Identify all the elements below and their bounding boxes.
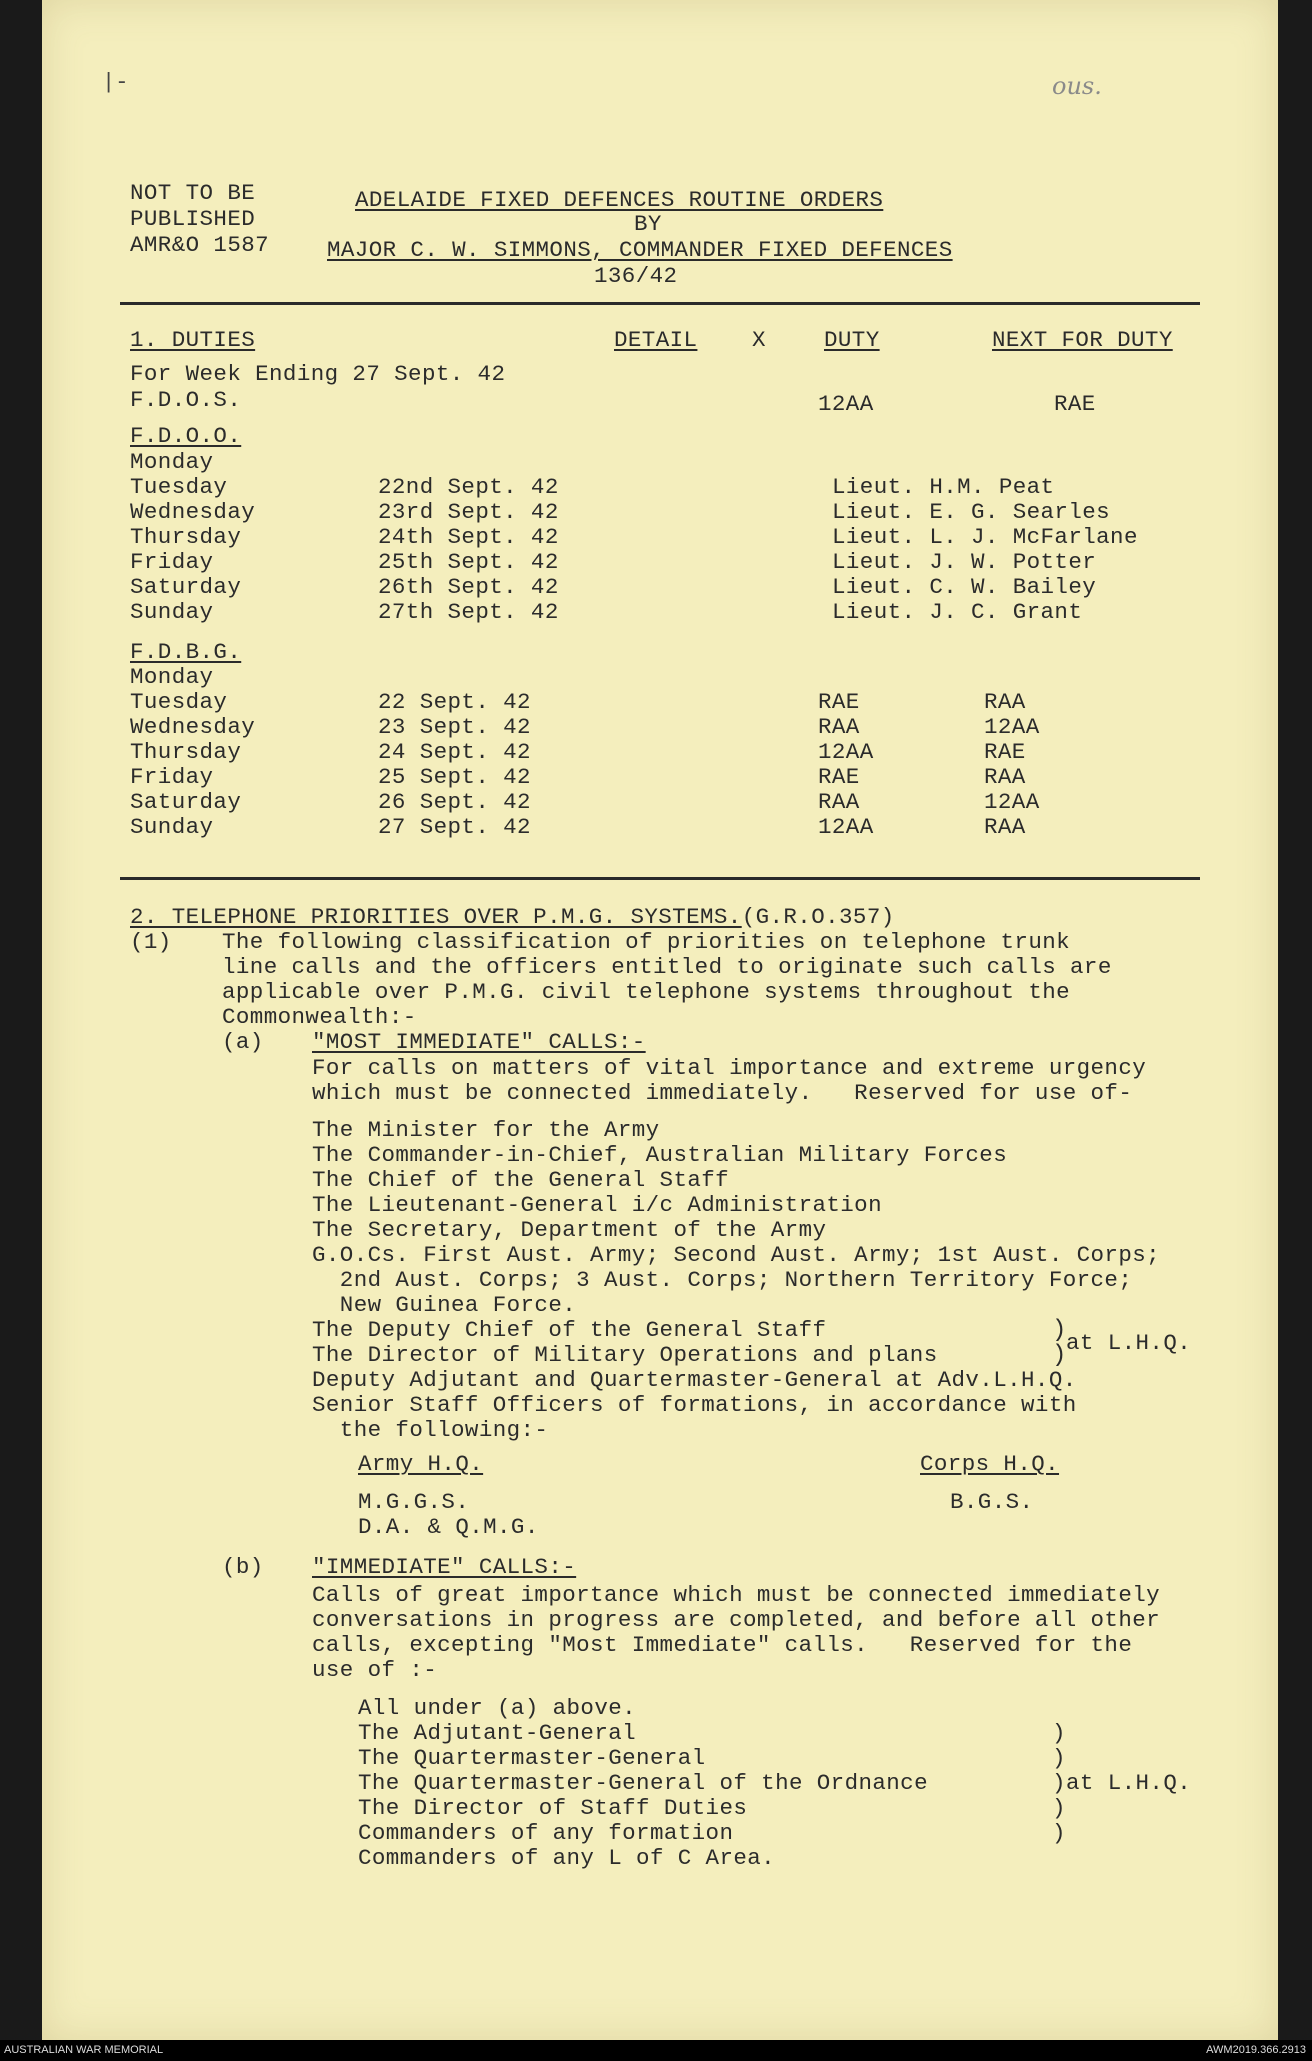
fdbg-duty: RAE (818, 764, 860, 790)
week-ending: For Week Ending 27 Sept. 42 (130, 361, 506, 387)
sub-a-list-item: The Director of Military Operations and plans (312, 1342, 938, 1368)
fdbg-day: Friday (130, 764, 214, 790)
brace-mark: ) (1052, 1770, 1066, 1796)
sub-b-list-item: Commanders of any formation (358, 1820, 734, 1846)
sub-a-list-item: New Guinea Force. (312, 1292, 577, 1318)
para-1-line: line calls and the officers entitled to originate such calls are (222, 954, 1112, 980)
sub-a-text: For calls on matters of vital importance and extreme urgency (312, 1055, 1147, 1081)
sub-b-text: conversations in progress are completed, and before all other (312, 1607, 1161, 1633)
fdbg-date: 22 Sept. 42 (378, 689, 531, 715)
fdbg-date: 26 Sept. 42 (378, 789, 531, 815)
fdbg-next: RAA (984, 814, 1026, 840)
corps-hq-item: B.G.S. (950, 1489, 1034, 1515)
para-1-line: The following classification of priorities on telephone trunk (222, 929, 1071, 955)
fdbg-next: RAA (984, 689, 1026, 715)
fdbg-duty: 12AA (818, 814, 874, 840)
sub-b-number: (b) (222, 1554, 264, 1580)
brace-mark: ) (1052, 1745, 1066, 1771)
immediate-heading: "IMMEDIATE" CALLS:- (312, 1554, 577, 1580)
fdos-label: F.D.O.S. (130, 387, 242, 413)
sub-a-list-item: 2nd Aust. Corps; 3 Aust. Corps; Northern Territory Force; (312, 1267, 1133, 1293)
brace-mark: ) (1052, 1342, 1067, 1369)
duties-heading: 1. DUTIES (130, 327, 256, 353)
fdoo-date: 25th Sept. 42 (378, 549, 559, 575)
fdos-duty: 12AA (818, 391, 874, 417)
fdoo-officer: Lieut. L. J. McFarlane (832, 524, 1138, 550)
fdbg-day: Wednesday (130, 714, 256, 740)
fdbg-duty: 12AA (818, 739, 874, 765)
sub-a-list-item: the following:- (312, 1417, 549, 1443)
footer-source: AUSTRALIAN WAR MEMORIAL (4, 2044, 164, 2056)
fdoo-date: 22nd Sept. 42 (378, 474, 559, 500)
sub-b-list-item: Commanders of any L of C Area. (358, 1845, 776, 1871)
sub-a-list-item: Deputy Adjutant and Quartermaster-General at Adv.L.H.Q. (312, 1367, 1077, 1393)
pencil-note: ous. (1052, 72, 1102, 100)
fdbg-day: Saturday (130, 789, 242, 815)
fdoo-officer: Lieut. E. G. Searles (832, 499, 1111, 525)
archive-footer (0, 2040, 1312, 2061)
sub-a-list-item: The Minister for the Army (312, 1117, 660, 1143)
fdbg-date: 23 Sept. 42 (378, 714, 531, 740)
fdoo-label: F.D.O.O. (130, 423, 242, 449)
army-hq-item: M.G.G.S. (358, 1489, 470, 1515)
telephone-heading-line (130, 905, 895, 930)
sub-a-lhq: at L.H.Q. (1066, 1330, 1192, 1356)
fdoo-day: Monday (130, 449, 214, 475)
brace-mark: ) (1052, 1720, 1066, 1746)
sub-a-list-item: The Deputy Chief of the General Staff (312, 1317, 827, 1343)
brace-mark: ) (1052, 1795, 1066, 1821)
ink-mark: |- (102, 70, 129, 95)
fdoo-date: 27th Sept. 42 (378, 599, 559, 625)
fdoo-date: 23rd Sept. 42 (378, 499, 559, 525)
order-reference: AMR&O 1587 (130, 232, 270, 258)
most-immediate-heading: "MOST IMMEDIATE" CALLS:- (312, 1029, 646, 1055)
telephone-ref: (G.R.O.357) (741, 904, 895, 930)
sub-b-list-item: The Quartermaster-General of the Ordnance (358, 1770, 928, 1796)
fdbg-date: 25 Sept. 42 (378, 764, 531, 790)
footer-id: AWM2019.366.2913 (1206, 2044, 1306, 2056)
order-number: 136/42 (594, 263, 678, 289)
fdbg-next: 12AA (984, 789, 1040, 815)
col-duty: DUTY (824, 327, 880, 353)
fdbg-day: Sunday (130, 814, 214, 840)
commander-line: MAJOR C. W. SIMMONS, COMMANDER FIXED DEFENCES (327, 237, 953, 263)
fdbg-duty: RAE (818, 689, 860, 715)
sub-b-text: Calls of great importance which must be connected immediately (312, 1582, 1161, 1608)
header-divider (120, 302, 1200, 305)
sub-a-list-item: Senior Staff Officers of formations, in accordance with (312, 1392, 1077, 1418)
sub-a-list-item: The Lieutenant-General i/c Administration (312, 1192, 882, 1218)
sub-a-list-item: G.O.Cs. First Aust. Army; Second Aust. Army; 1st Aust. Corps; (312, 1242, 1161, 1268)
fdbg-date: 27 Sept. 42 (378, 814, 531, 840)
fdoo-officer: Lieut. H.M. Peat (832, 474, 1055, 500)
sub-b-list-item: All under (a) above. (358, 1695, 637, 1721)
sub-b-list-item: The Adjutant-General (358, 1720, 637, 1746)
para-1-line: applicable over P.M.G. civil telephone systems throughout the (222, 979, 1071, 1005)
sub-b-list-item: The Quartermaster-General (358, 1745, 706, 1771)
sub-b-lhq: at L.H.Q. (1066, 1770, 1192, 1796)
army-hq-item: D.A. & Q.M.G. (358, 1514, 539, 1540)
col-x: X (752, 327, 766, 353)
fdoo-date: 26th Sept. 42 (378, 574, 559, 600)
sub-b-text: calls, excepting "Most Immediate" calls. Reserved for the (312, 1632, 1133, 1658)
para-1-number: (1) (130, 929, 172, 955)
fdoo-day: Friday (130, 549, 214, 575)
sub-a-list-item: The Commander-in-Chief, Australian Military Forces (312, 1142, 1008, 1168)
fdbg-next: RAE (984, 739, 1026, 765)
fdoo-officer: Lieut. J. W. Potter (832, 549, 1097, 575)
document-title: ADELAIDE FIXED DEFENCES ROUTINE ORDERS (355, 187, 884, 213)
fdbg-duty: RAA (818, 789, 860, 815)
fdbg-next: RAA (984, 764, 1026, 790)
fdbg-duty: RAA (818, 714, 860, 740)
para-1-line: Commonwealth:- (222, 1004, 417, 1030)
document-page (42, 0, 1278, 2040)
sub-a-number: (a) (222, 1029, 264, 1055)
telephone-heading: 2. TELEPHONE PRIORITIES OVER P.M.G. SYSTEMS. (130, 904, 742, 930)
brace-mark: ) (1052, 1820, 1066, 1846)
fdoo-officer: Lieut. C. W. Bailey (832, 574, 1097, 600)
section-divider (120, 877, 1200, 880)
army-hq-heading: Army H.Q. (358, 1451, 484, 1477)
col-next-for-duty: NEXT FOR DUTY (992, 327, 1173, 353)
corps-hq-heading: Corps H.Q. (920, 1451, 1060, 1477)
fdos-next: RAE (1054, 391, 1096, 417)
fdbg-date: 24 Sept. 42 (378, 739, 531, 765)
fdoo-day: Thursday (130, 524, 242, 550)
fdoo-day: Saturday (130, 574, 242, 600)
fdbg-day: Tuesday (130, 689, 228, 715)
col-detail: DETAIL (614, 327, 698, 353)
fdbg-next: 12AA (984, 714, 1040, 740)
fdoo-day: Sunday (130, 599, 214, 625)
fdbg-day: Thursday (130, 739, 242, 765)
fdoo-day: Wednesday (130, 499, 256, 525)
sub-a-list-item: The Secretary, Department of the Army (312, 1217, 827, 1243)
fdbg-day: Monday (130, 664, 214, 690)
restriction-line-1: NOT TO BE (130, 180, 256, 206)
fdbg-label: F.D.B.G. (130, 639, 242, 665)
brace-mark: ) (1052, 1317, 1067, 1344)
title-by: BY (634, 211, 662, 237)
sub-a-text: which must be connected immediately. Reserved for use of- (312, 1080, 1133, 1106)
sub-a-list-item: The Chief of the General Staff (312, 1167, 730, 1193)
sub-b-list-item: The Director of Staff Duties (358, 1795, 748, 1821)
fdoo-date: 24th Sept. 42 (378, 524, 559, 550)
sub-b-text: use of :- (312, 1657, 438, 1683)
fdoo-day: Tuesday (130, 474, 228, 500)
restriction-line-2: PUBLISHED (130, 206, 256, 232)
fdoo-officer: Lieut. J. C. Grant (832, 599, 1083, 625)
